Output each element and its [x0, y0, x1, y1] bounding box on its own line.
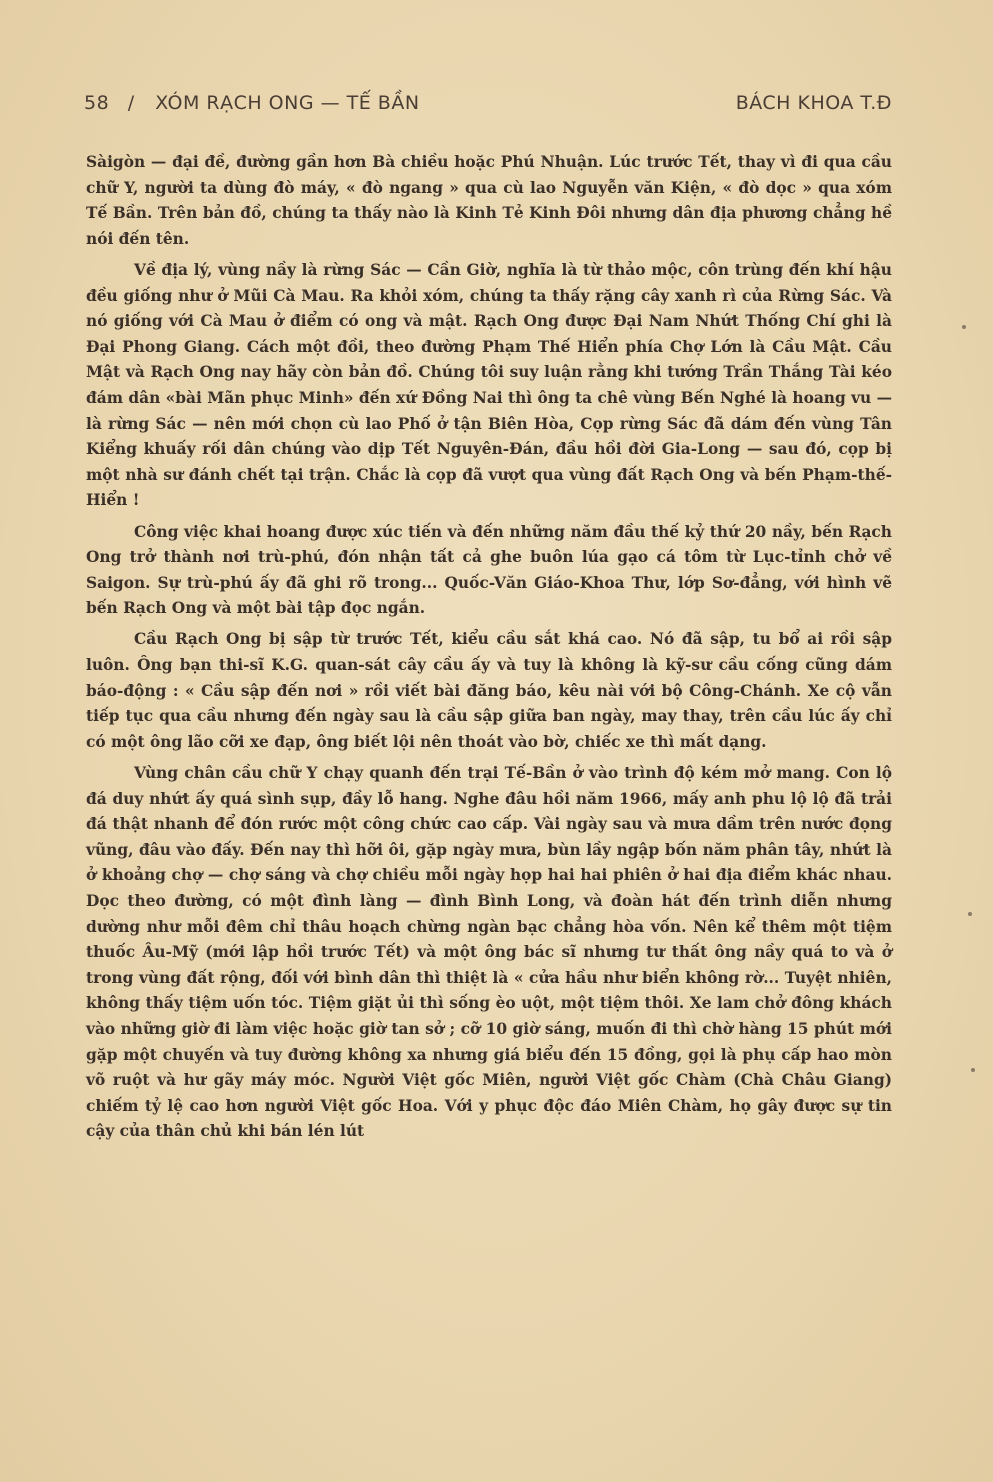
publication-title: BÁCH KHOA T.Đ — [735, 92, 892, 114]
paragraph-3: Công việc khai hoang được xúc tiến và đến những năm đầu thế kỷ thứ 20 nầy, bến Rạch Ong trở thành nơi trù-phú, đón nhận tất cả ghe buôn lúa gạo cá tôm từ Lục-tỉnh chở về Saigon. Sự trù-phú ấy đã ghi rõ trong... Quốc-Văn Giáo-Khoa Thư, lớp Sơ-đẳng, với hình vẽ bến Rạch Ong và một bài tập đọc ngắn. — [86, 522, 892, 618]
paragraph-4: Cầu Rạch Ong bị sập từ trước Tết, kiểu cầu sắt khá cao. Nó đã sập, tu bổ ai rồi sập luôn. Ông bạn thi-sĩ K.G. quan-sát cây cầu ấy và tuy là không là kỹ-sư cầu cống cũng dám báo-động : « Cầu sập đến nơi » rồi viết bài đăng báo, kêu nài với bộ Công-Chánh. Xe cộ vẫn tiếp tục qua cầu nhưng đến ngày sau là cầu sập giữa ban ngày, may thay, trên cầu lúc ấy chỉ có một ông lão cỡi xe đạp, ông biết lội nên thoát vào bờ, chiếc xe thì mất dạng. — [86, 630, 892, 751]
margin-mark — [971, 1068, 975, 1072]
paragraph-1: Sàigòn — đại đề, đường gần hơn Bà chiều hoặc Phú Nhuận. Lúc trước Tết, thay vì đi qua cầu chữ Y, người ta dùng đò máy, « đò ngang » qua cù lao Nguyễn văn Kiện, « đò dọc » qua xóm Tế Bần. Trên bản đồ, chúng ta thấy nào là Kinh Tẻ Kinh Đôi nhưng dân địa phương chẳng hề nói đến tên. — [86, 153, 892, 248]
article-body — [86, 150, 892, 1151]
margin-mark — [962, 325, 966, 329]
paragraph-5: Vùng chân cầu chữ Y chạy quanh đến trại Tế-Bần ở vào trình độ kém mở mang. Con lộ đá duy nhứt ấy quá sình sụp, đầy lỗ hang. Nghe đâu hồi năm 1966, mấy anh phu lộ lộ đã trải đá thật nhanh để đón rước một công chức cao cấp. Vài ngày sau và mưa dầm trên nước đọng vũng, đâu vào đấy. Đến nay thì hỡi ôi, gặp ngày mưa, bùn lầy ngập bốn năm phân tây, nhứt là ở khoảng chợ — chợ sáng và chợ chiều mỗi ngày họp hai hai phiên ở hai địa điểm khác nhau. Dọc theo đường, có một đình làng — đình Bình Long, và đoàn hát đến trình diễn nhưng dường như mỗi đêm chỉ thâu hoạch chừng ngàn bạc chẳng hòa vốn. Nên kể thêm một tiệm thuốc Âu-Mỹ (mới lập hồi trước Tết) và một ông bác sĩ nhưng tư thất ông nầy quá to và ở trong vùng đất rộng, đối với bình dân thì thiệt là « cửa hầu như biển không rờ... Tuyệt nhiên, không thấy tiệm uốn tóc. Tiệm giặt ủi thì sống èo uột, một tiệm thôi. Xe lam chở đông khách vào những giờ đi làm việc hoặc giờ tan sở ; cỡ 10 giờ sáng, muốn đi thì chờ hàng 15 phút mới gặp một chuyến và tuy đường không xa nhưng giá biểu đến 15 đồng, gọi là phụ cấp hao mòn võ ruột và hư gãy máy móc. Người Việt gốc Miên, người Việt gốc Chàm (Chà Châu Giang) chiếm tỷ lệ cao hơn người Việt gốc Hoa. Với y phục độc đáo Miên Chàm, họ gây được sự tin cậy của thân chủ khi bán lén lút — [86, 764, 892, 1141]
page-header — [84, 92, 892, 122]
margin-mark — [968, 912, 972, 916]
page-number: 58 — [84, 92, 110, 114]
header-left — [84, 92, 420, 114]
chapter-title: XÓM RẠCH ONG — TẾ BẦN — [155, 92, 420, 114]
header-separator: / — [127, 92, 135, 114]
paragraph-2: Về địa lý, vùng nầy là rừng Sác — Cần Giờ, nghĩa là từ thảo mộc, côn trùng đến khí hậu đều giống như ở Mũi Cà Mau. Ra khỏi xóm, chúng ta thấy rặng cây xanh rì của Rừng Sác. Và nó giống với Cà Mau ở điểm có ong và mật. Rạch Ong được Đại Nam Nhứt Thống Chí ghi là Đại Phong Giang. Cách một đồi, theo đường Phạm Thế Hiển phía Chợ Lớn là Cầu Mật. Cầu Mật và Rạch Ong nay hãy còn bản đồ. Chúng tôi suy luận rằng khi tướng Trần Thắng Tài kéo đám dân «bài Mãn phục Minh» đến xứ Đồng Nai thì ông ta chê vùng Bến Nghé là hoang vu — là rừng Sác — nên mới chọn cù lao Phố ở tận Biên Hòa, Cọp rừng Sác đã dám đến vùng Tân Kiểng khuấy rối dân chúng vào dịp Tết Nguyên-Đán, đầu hồi đời Gia-Long — sau đó, cọp bị một nhà sư đánh chết tại trận. Chắc là cọp đã vượt qua vùng đất Rạch Ong và bến Phạm-thế-Hiển ! — [86, 260, 892, 510]
